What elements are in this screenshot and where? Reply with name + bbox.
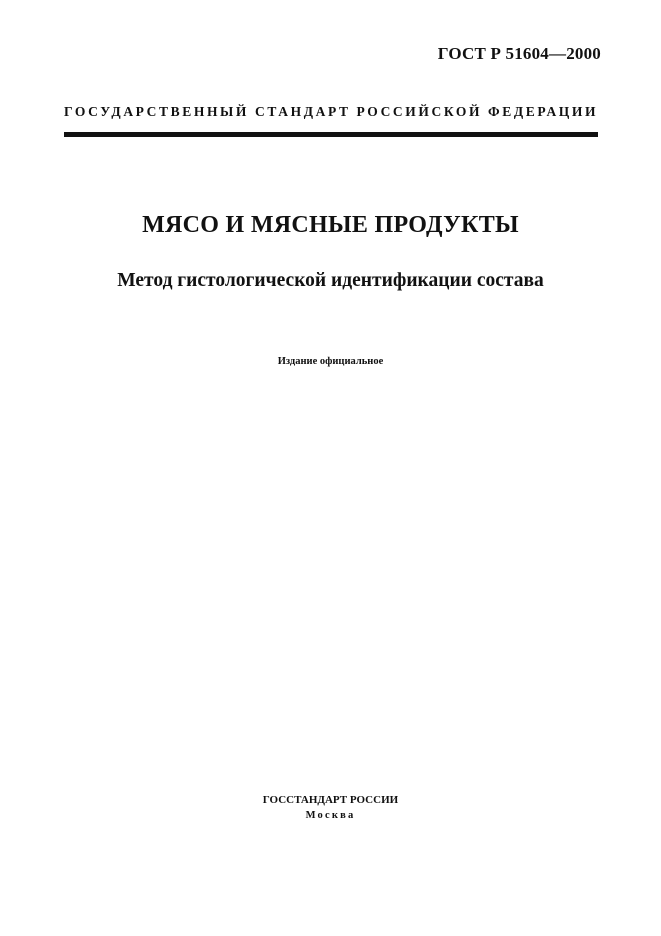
- standard-header: ГОСУДАРСТВЕННЫЙ СТАНДАРТ РОССИЙСКОЙ ФЕДЕРАЦИИ: [64, 104, 599, 119]
- edition-note: Издание официальное: [277, 356, 384, 367]
- publisher-city: Москва: [305, 810, 356, 821]
- document-subtitle: Метод гистологической идентификации состава: [117, 270, 544, 291]
- document-title: МЯСО И МЯСНЫЕ ПРОДУКТЫ: [142, 212, 519, 238]
- document-code: ГОСТ Р 51604—2000: [437, 44, 601, 63]
- header-divider: [64, 132, 598, 137]
- publisher-name: ГОССТАНДАРТ РОССИИ: [262, 794, 399, 806]
